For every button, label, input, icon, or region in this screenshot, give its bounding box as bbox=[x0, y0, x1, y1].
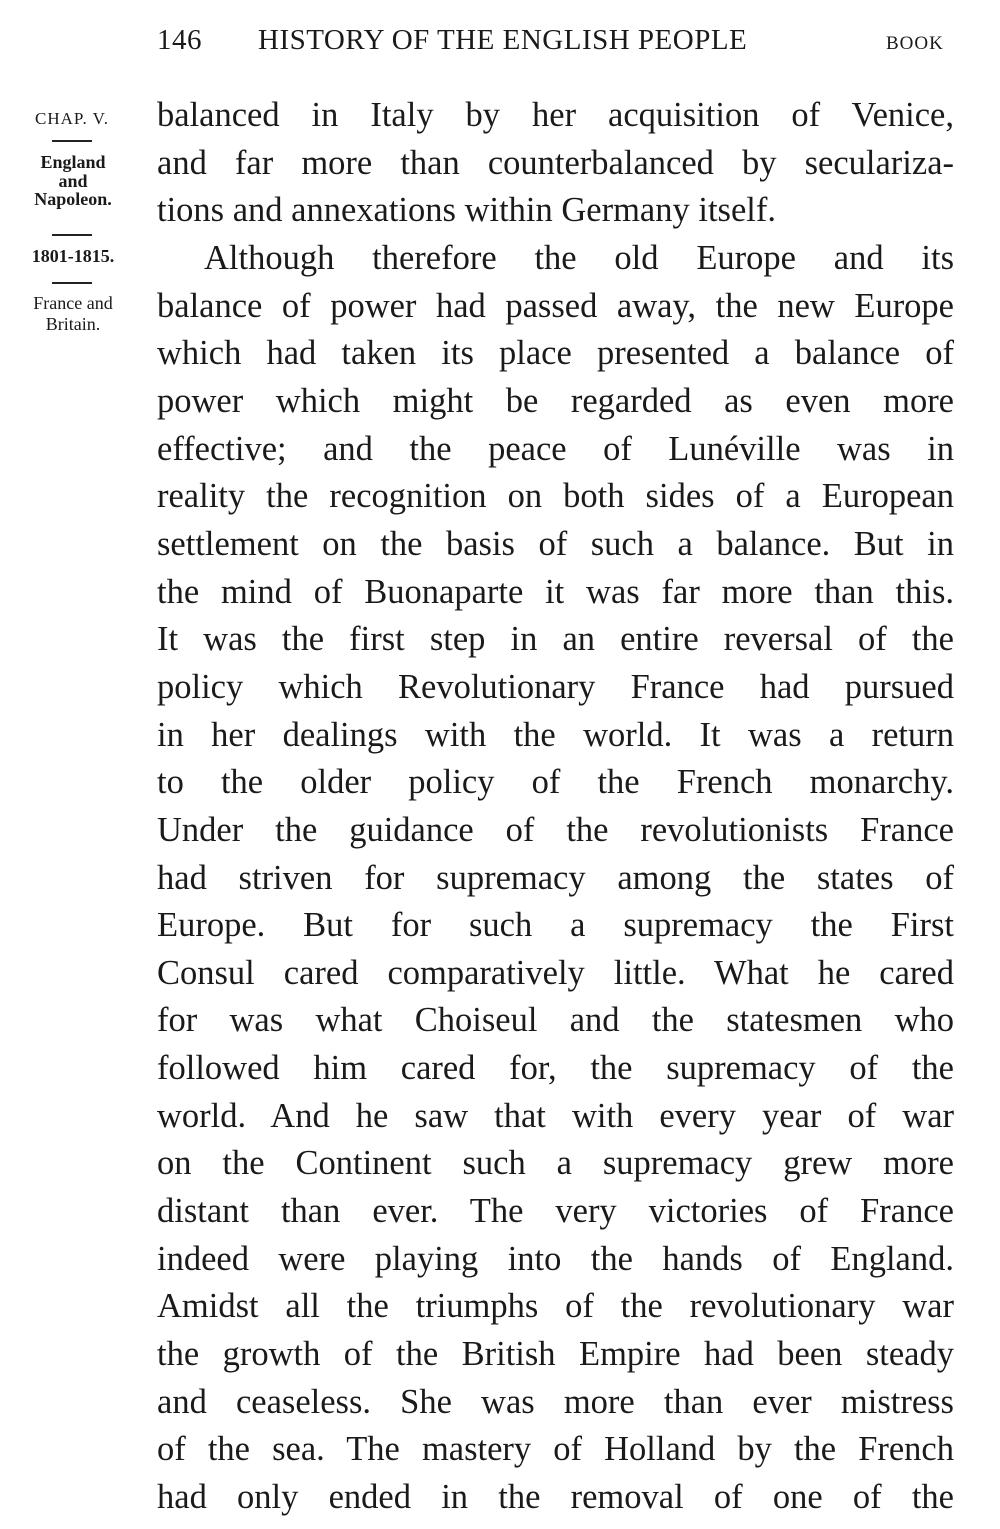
text-line: Although therefore the old Europe and its bbox=[204, 238, 954, 277]
text-line: to the older policy of the French monarchy. bbox=[157, 763, 954, 802]
text-line: and ceaseless. She was more than ever mistress bbox=[157, 1382, 954, 1421]
running-title: HISTORY OF THE ENGLISH PEOPLE bbox=[258, 24, 748, 56]
text-line: reality the recognition on both sides of a European bbox=[157, 477, 954, 516]
subtopic-line: France and bbox=[33, 293, 113, 313]
divider-rule bbox=[52, 140, 92, 142]
dates-note: 1801-1815. bbox=[31, 246, 115, 266]
text-line: of the sea. The mastery of Holland by the French bbox=[157, 1430, 954, 1469]
topic-line: and bbox=[58, 171, 88, 191]
topic-line: England bbox=[40, 152, 106, 172]
text-line: had only ended in the removal of one of the bbox=[157, 1478, 954, 1517]
text-line: on the Continent such a supremacy grew more bbox=[157, 1144, 954, 1183]
text-line: It was the first step in an entire reversal of the bbox=[157, 620, 954, 659]
text-line: indeed were playing into the hands of England. bbox=[157, 1239, 954, 1278]
text-line: tions and annexations within Germany itself. bbox=[157, 191, 776, 230]
text-line: for was what Choiseul and the statesmen who bbox=[157, 1001, 954, 1040]
text-line: had striven for supremacy among the states of bbox=[157, 858, 954, 897]
topic-note bbox=[14, 152, 132, 210]
text-line: which had taken its place presented a balance of bbox=[157, 334, 954, 373]
text-line: Europe. But for such a supremacy the First bbox=[157, 906, 954, 945]
page-number: 146 bbox=[157, 24, 202, 56]
text-line: balanced in Italy by her acquisition of Venice, bbox=[157, 96, 954, 134]
subtopic-note bbox=[8, 293, 138, 335]
text-line: Under the guidance of the revolutionists France bbox=[157, 810, 954, 849]
text-line: balance of power had passed away, the new Europe bbox=[157, 286, 954, 325]
chapter-note: CHAP. V. bbox=[35, 109, 109, 128]
text-line: and far more than counterbalanced by seculariza- bbox=[157, 143, 954, 182]
text-line: settlement on the basis of such a balance. But in bbox=[157, 524, 954, 563]
topic-line: Napoleon. bbox=[34, 189, 112, 209]
subtopic-line: Britain. bbox=[45, 314, 101, 334]
book-label: BOOK bbox=[886, 33, 944, 54]
text-line: effective; and the peace of Lunéville was in bbox=[157, 429, 954, 468]
running-header bbox=[0, 22, 1000, 58]
text-line: world. And he saw that with every year of war bbox=[157, 1096, 954, 1135]
divider-rule bbox=[52, 234, 92, 236]
text-line: the growth of the British Empire had been steady bbox=[157, 1335, 954, 1374]
text-line: distant than ever. The very victories of France bbox=[157, 1192, 954, 1231]
text-line: policy which Revolutionary France had pursued bbox=[157, 667, 954, 706]
body-text bbox=[157, 92, 954, 1522]
divider-rule bbox=[52, 282, 92, 284]
text-line: in her dealings with the world. It was a return bbox=[157, 715, 954, 754]
text-line: the mind of Buonaparte it was far more than this. bbox=[157, 572, 954, 611]
text-line: followed him cared for, the supremacy of the bbox=[157, 1049, 954, 1088]
text-line: Consul cared comparatively little. What he cared bbox=[157, 953, 954, 992]
text-line: Amidst all the triumphs of the revolutionary war bbox=[157, 1287, 954, 1326]
text-line: power which might be regarded as even more bbox=[157, 381, 954, 420]
